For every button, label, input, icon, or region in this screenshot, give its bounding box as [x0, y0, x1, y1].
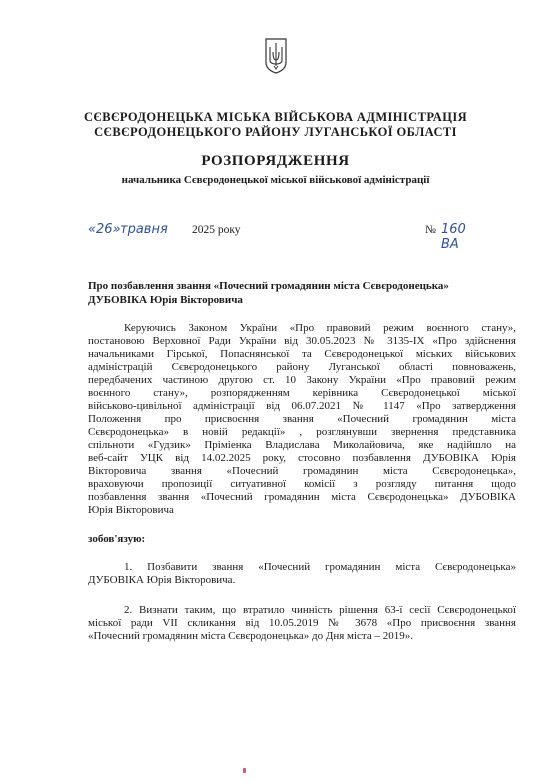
document-number-prefix: №	[425, 224, 436, 236]
preamble-line: враховуючи пропозиції ситуативної комісії з розгляду питання щодо	[88, 478, 516, 490]
document-subject	[88, 279, 528, 307]
date-number-row	[88, 222, 468, 252]
point-1-line: ДУБОВІКА Юрія Вікторовича.	[88, 574, 236, 586]
preamble-line: постановою Верховної Ради України від 30.05.2023 № 3135-IX «Про здійснення	[88, 335, 516, 347]
preamble-line: Керуючись Законом України «Про правовий режим воєнного стану»,	[124, 322, 516, 334]
point-2-line: 2. Визнати таким, що втратило чинність рішення 63-ї сесії Сєвєродонецької	[124, 604, 516, 616]
preamble-paragraph	[88, 322, 516, 517]
preamble-line: начальниками Гірської, Попаснянської та Сєвєродонецької міських військових	[88, 348, 516, 360]
document-type-title: РОЗПОРЯДЖЕННЯ	[201, 153, 350, 169]
preamble-line: Вікторовича звання «Почесний громадянин міста Сєвєродонецька»,	[88, 465, 516, 477]
subject-line2: ДУБОВІКА Юрія Вікторовича	[88, 294, 243, 306]
document-subtitle: начальника Сєвєродонецької міської військової адміністрації	[121, 174, 430, 186]
obliges-heading: зобов'язую:	[88, 533, 146, 545]
trident-coat-of-arms-icon	[265, 38, 287, 74]
date-year: 2025 року	[192, 224, 241, 236]
preamble-line: Положення про присвоєння звання «Почесний громадянин міста	[88, 413, 516, 425]
org-name-line1: СЄВЄРОДОНЕЦЬКА МІСЬКА ВІЙСЬКОВА АДМІНІСТРАЦІЯ	[83, 110, 468, 124]
preamble-line: позбавлення звання «Почесний громадянин міста Сєвєродонецька» ДУБОВІКА	[88, 491, 516, 503]
document-number-handwritten: 160 ВА	[441, 222, 466, 252]
preamble-line: воєнного стану», розпорядженням керівника Сєвєродонецької міської	[88, 387, 516, 399]
preamble-line: веб-сайт УЦК від 14.02.2025 року, стосовно позбавлення ДУБОВІКА Юрія	[88, 452, 516, 464]
preamble-line: Юрія Вікторовича	[88, 504, 174, 516]
subject-line1: Про позбавлення звання «Почесний громадянин міста Сєвєродонецька»	[88, 280, 449, 292]
org-name-line2: СЄВЄРОДОНЕЦЬКОГО РАЙОНУ ЛУГАНСЬКОЇ ОБЛАСТІ	[94, 125, 457, 139]
date-month-handwritten: травня	[120, 222, 168, 237]
date-day-handwritten: «26»	[88, 222, 121, 237]
preamble-line: Сєвєродонецька» в новій редакції» , розглянувши звернення представника	[88, 426, 516, 438]
point-1-line: 1. Позбавити звання «Почесний громадянин міста Сєвєродонецька»	[124, 561, 516, 573]
scan-speck	[243, 768, 246, 773]
preamble-line: спільноти «Гудзик» Пріміенка Владислава Миколайовича, яке надійшло на	[88, 439, 516, 451]
preamble-line: військово-цивільної адміністрації від 06.07.2021 № 1147 «Про затвердження	[88, 400, 516, 412]
point-1	[88, 561, 516, 587]
preamble-line: адміністрацій Сєвєродонецького району Луганської області повноважень,	[88, 361, 516, 373]
point-2	[88, 604, 516, 643]
point-2-line: міської ради VII скликання від 10.05.2019 № 3678 «Про присвоєння звання	[88, 617, 516, 629]
point-2-line: «Почесний громадянин міста Сєвєродонецька» до Дня міста – 2019».	[88, 630, 414, 642]
preamble-line: передбачених частиною другою ст. 10 Закону України «Про правовий режим	[88, 374, 516, 386]
